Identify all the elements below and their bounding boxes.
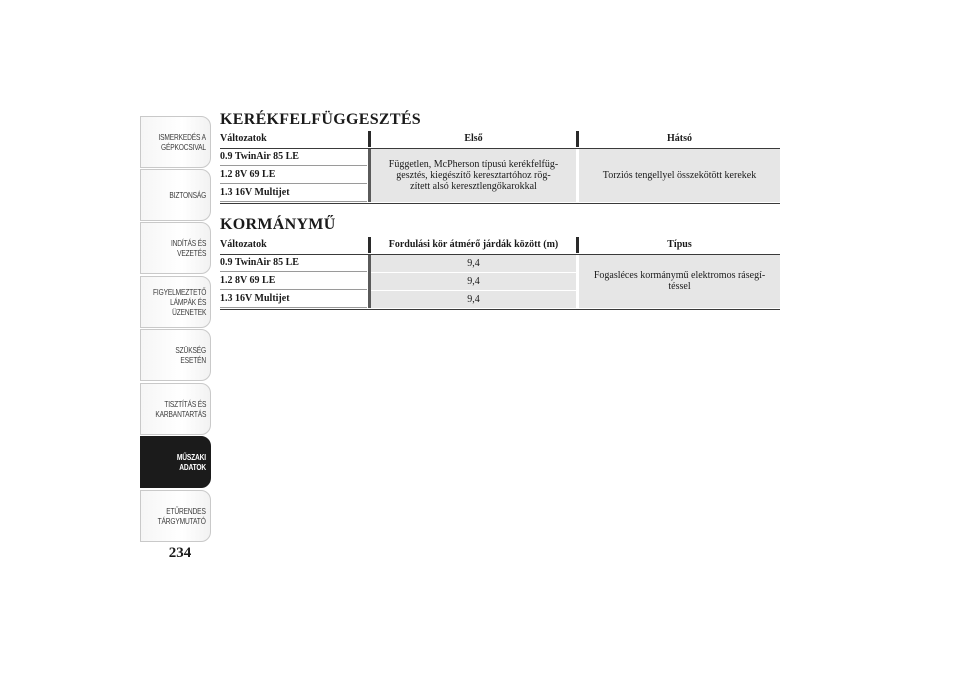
steering-table xyxy=(220,237,780,312)
table-row: 1.3 16V Multijet xyxy=(220,291,367,308)
header-type: Típus xyxy=(667,239,692,250)
tab-inditas[interactable]: INDÍTÁS ÉS VEZETÉS xyxy=(140,222,211,274)
table-row: 0.9 TwinAir 85 LE xyxy=(220,255,367,272)
tab-tisztitas[interactable]: TISZTÍTÁS ÉS KARBANTARTÁS xyxy=(140,383,211,435)
header-turning-circle: Fordulási kör átmérő járdák között (m) xyxy=(388,239,559,250)
tab-muszaki-adatok[interactable]: MŰSZAKI ADATOK xyxy=(140,436,211,488)
table-row: 1.2 8V 69 LE xyxy=(220,273,367,290)
tab-targymutato[interactable]: ETŰRENDES TÁRGYMUTATÓ xyxy=(140,490,211,542)
turning-circle-cell: 9,4 xyxy=(371,255,576,272)
turning-circle-cell: 9,4 xyxy=(371,291,576,308)
steering-type-cell: Fogasléces kormánymű elektromos rásegí- téssel xyxy=(579,255,780,308)
table-row: 1.2 8V 69 LE xyxy=(220,167,367,184)
header-front: Első xyxy=(464,133,483,144)
turning-circle-cell: 9,4 xyxy=(371,273,576,290)
table-row: 1.3 16V Multijet xyxy=(220,185,367,202)
tab-szukseg[interactable]: SZÜKSÉG ESETÉN xyxy=(140,329,211,381)
suspension-table xyxy=(220,131,780,206)
table-row: 0.9 TwinAir 85 LE xyxy=(220,149,367,166)
tab-figyelmezteto[interactable]: FIGYELMEZTETŐ LÁMPÁK ÉS ÜZENETEK xyxy=(140,276,211,328)
table-bottom-rule xyxy=(220,203,780,204)
header-rear: Hátsó xyxy=(667,133,692,144)
section-title-suspension: KERÉKFELFÜGGESZTÉS xyxy=(220,111,422,128)
header-variants: Változatok xyxy=(220,239,267,250)
page-number: 234 xyxy=(168,545,192,561)
rear-suspension-cell: Torziós tengellyel összekötött kerekek xyxy=(579,149,780,202)
header-variants: Változatok xyxy=(220,133,267,144)
front-suspension-cell: Független, McPherson típusú kerékfelfüg- gesztés, kiegészítő keresztartóhoz rög- zített alsó keresztlengőkarokkal xyxy=(371,149,576,202)
tab-biztonsag[interactable]: BIZTONSÁG xyxy=(140,169,211,221)
tab-ismerkedes[interactable]: ISMERKEDÉS A GÉPKOCSIVAL xyxy=(140,116,211,168)
section-title-steering: KORMÁNYMŰ xyxy=(220,216,336,233)
table-bottom-rule xyxy=(220,309,780,310)
